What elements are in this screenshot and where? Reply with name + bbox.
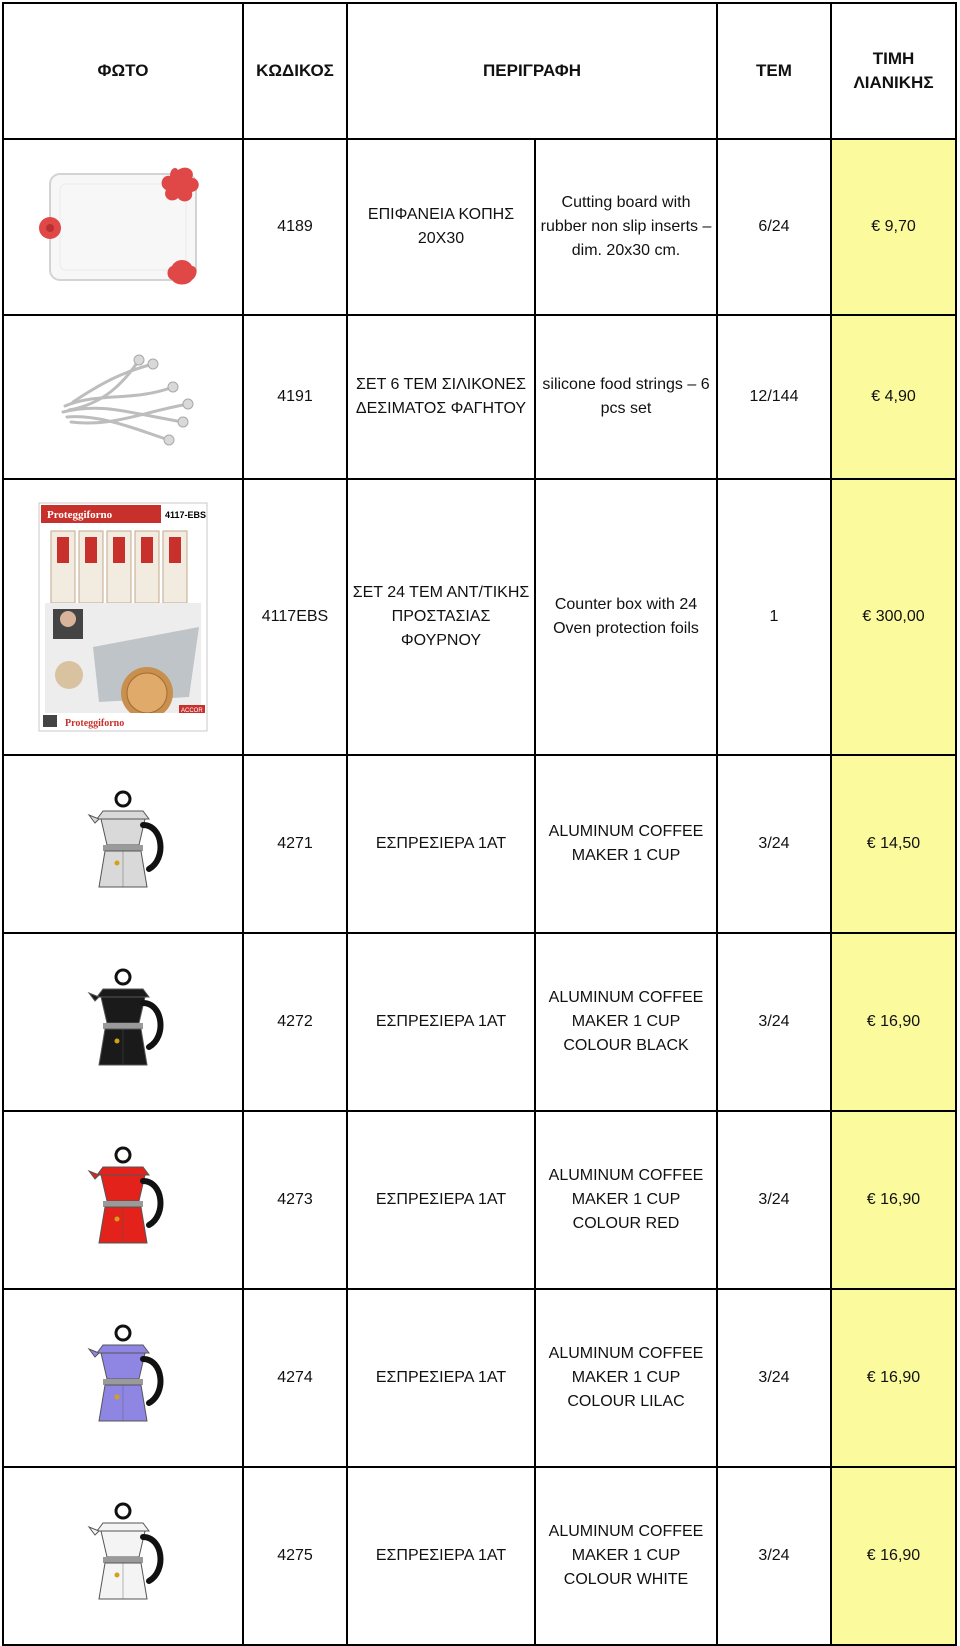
table-row (3, 933, 956, 1111)
table-row (3, 139, 956, 315)
description-english: ALUMINUM COFFEE MAKER 1 CUP COLOUR BLACK (535, 933, 717, 1111)
coffee-maker-icon (63, 967, 183, 1077)
header-qty: ΤΕΜ (717, 3, 831, 139)
retail-price: € 14,50 (831, 755, 956, 933)
product-code: 4275 (243, 1467, 347, 1645)
description-greek: ΕΠΙΦΑΝΕΙΑ ΚΟΠΗΣ 20Χ30 (347, 139, 535, 315)
retail-price: € 16,90 (831, 1111, 956, 1289)
coffee-maker-icon (63, 1323, 183, 1433)
quantity: 12/144 (717, 315, 831, 479)
product-code: 4189 (243, 139, 347, 315)
description-english: ALUMINUM COFFEE MAKER 1 CUP COLOUR WHITE (535, 1467, 717, 1645)
quantity: 3/24 (717, 1467, 831, 1645)
product-code: 4274 (243, 1289, 347, 1467)
product-code: 4271 (243, 755, 347, 933)
header-code: ΚΩΔΙΚΟΣ (243, 3, 347, 139)
product-code: 4117EBS (243, 479, 347, 755)
product-photo (3, 755, 243, 933)
header-price: ΤΙΜΗ ΛΙΑΝΙΚΗΣ (831, 3, 956, 139)
description-english: ALUMINUM COFFEE MAKER 1 CUP (535, 755, 717, 933)
quantity: 3/24 (717, 933, 831, 1111)
product-code: 4273 (243, 1111, 347, 1289)
description-greek: ΣΕΤ 24 ΤΕΜ ΑΝΤ/ΤΙΚΗΣ ΠΡΟΣΤΑΣΙΑΣ ΦΟΥΡΝΟΥ (347, 479, 535, 755)
product-code: 4191 (243, 315, 347, 479)
quantity: 3/24 (717, 755, 831, 933)
price-list-table (2, 2, 957, 1646)
product-code: 4272 (243, 933, 347, 1111)
table-row (3, 315, 956, 479)
brand-small-text: ACCOR (181, 708, 203, 714)
header-photo: ΦΩΤΟ (3, 3, 243, 139)
quantity: 1 (717, 479, 831, 755)
description-english: ALUMINUM COFFEE MAKER 1 CUP COLOUR LILAC (535, 1289, 717, 1467)
table-row (3, 479, 956, 755)
description-greek: ΕΣΠΡΕΣΙΕΡΑ 1ΑΤ (347, 933, 535, 1111)
product-photo (3, 1289, 243, 1467)
product-photo (3, 315, 243, 479)
retail-price: € 16,90 (831, 933, 956, 1111)
brand-text: Proteggiforno (47, 509, 113, 521)
description-english: ALUMINUM COFFEE MAKER 1 CUP COLOUR RED (535, 1111, 717, 1289)
retail-price: € 300,00 (831, 479, 956, 755)
product-photo (3, 139, 243, 315)
coffee-maker-icon (63, 1501, 183, 1611)
description-english: Cutting board with rubber non slip inserts – dim. 20x30 cm. (535, 139, 717, 315)
description-greek: ΕΣΠΡΕΣΙΕΡΑ 1ΑΤ (347, 1467, 535, 1645)
box-label-text: 4117-EBS (165, 510, 207, 520)
table-row (3, 1289, 956, 1467)
quantity: 3/24 (717, 1111, 831, 1289)
description-english: Counter box with 24 Oven protection foils (535, 479, 717, 755)
description-greek: ΕΣΠΡΕΣΙΕΡΑ 1ΑΤ (347, 1111, 535, 1289)
description-greek: ΣΕΤ 6 ΤΕΜ ΣΙΛΙΚΟΝΕΣ ΔΕΣΙΜΑΤΟΣ ΦΑΓΗΤΟΥ (347, 315, 535, 479)
header-description: ΠΕΡΙΓΡΑΦΗ (347, 3, 717, 139)
product-photo (3, 933, 243, 1111)
description-greek: ΕΣΠΡΕΣΙΕΡΑ 1ΑΤ (347, 1289, 535, 1467)
header-row (3, 3, 956, 139)
description-greek: ΕΣΠΡΕΣΙΕΡΑ 1ΑΤ (347, 755, 535, 933)
brand-text: Proteggiforno (65, 718, 125, 729)
table-row (3, 1467, 956, 1645)
table-row (3, 1111, 956, 1289)
product-photo (3, 1111, 243, 1289)
food-strings-icon (43, 342, 203, 452)
coffee-maker-icon (63, 789, 183, 899)
product-photo (3, 479, 243, 755)
retail-price: € 4,90 (831, 315, 956, 479)
retail-price: € 16,90 (831, 1467, 956, 1645)
retail-price: € 16,90 (831, 1289, 956, 1467)
retail-price: € 9,70 (831, 139, 956, 315)
cutting-board-icon (38, 162, 208, 292)
coffee-maker-icon (63, 1145, 183, 1255)
counter-box-icon (29, 497, 217, 737)
quantity: 6/24 (717, 139, 831, 315)
quantity: 3/24 (717, 1289, 831, 1467)
description-english: silicone food strings – 6 pcs set (535, 315, 717, 479)
table-row (3, 755, 956, 933)
product-photo (3, 1467, 243, 1645)
